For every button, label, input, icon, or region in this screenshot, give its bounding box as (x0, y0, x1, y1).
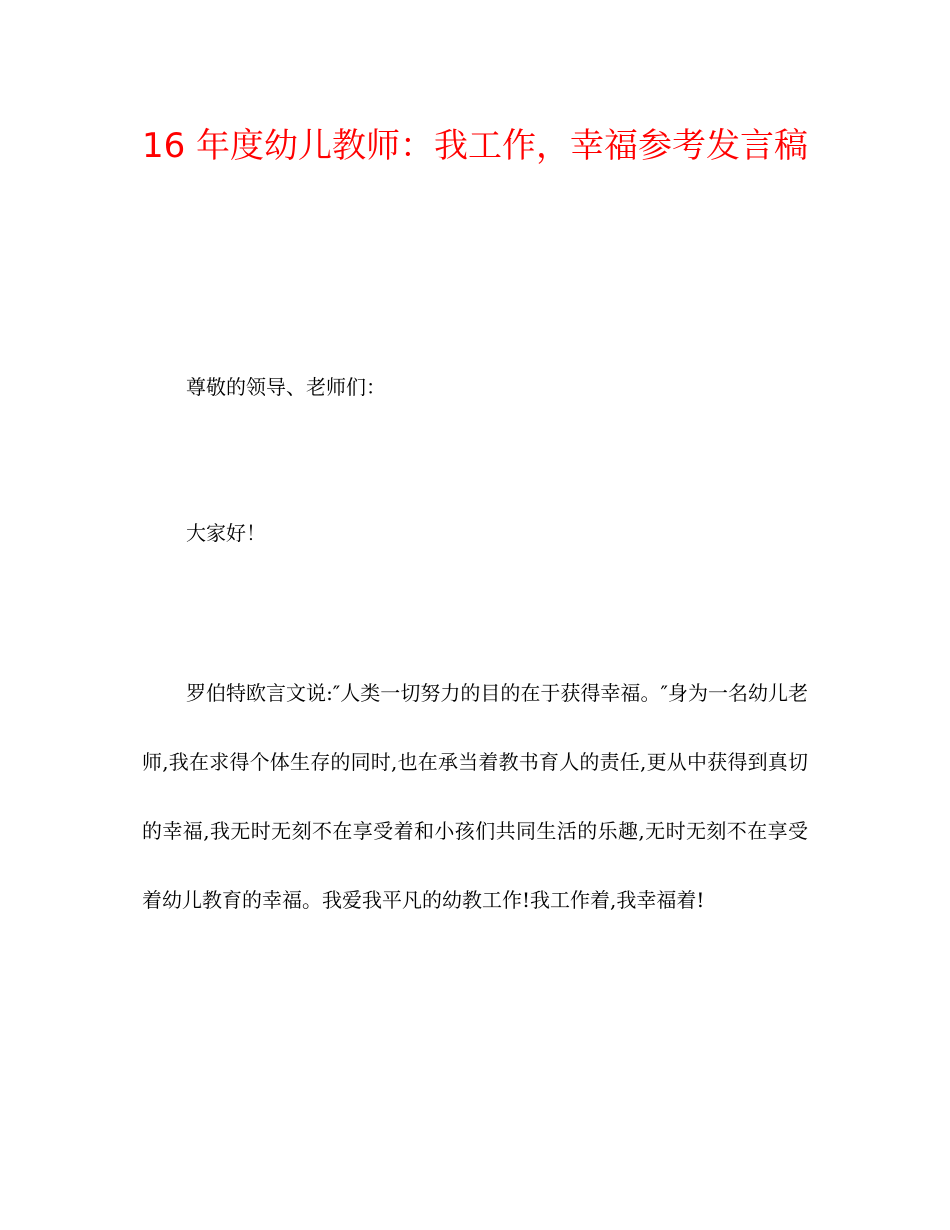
greeting-paragraph: 大家好！ (186, 521, 266, 545)
document-title: 16 年度幼儿教师：我工作，幸福参考发言稿 (141, 126, 809, 166)
salutation-paragraph: 尊敬的领导、老师们： (186, 375, 386, 399)
body-paragraph: 罗伯特欧言文说:″人类一切努力的目的在于获得幸福。″身为一名幼儿老师,我在求得个体生存的同时,也在承当着教书育人的责任,更从中获得到真切的幸福,我无时无刻不在享受着和小孩们共同生活的乐趣,无时无刻不在享受着幼儿教育的幸福。我爱我平凡的幼教工作!我工作着,我幸福着! (142, 681, 808, 912)
